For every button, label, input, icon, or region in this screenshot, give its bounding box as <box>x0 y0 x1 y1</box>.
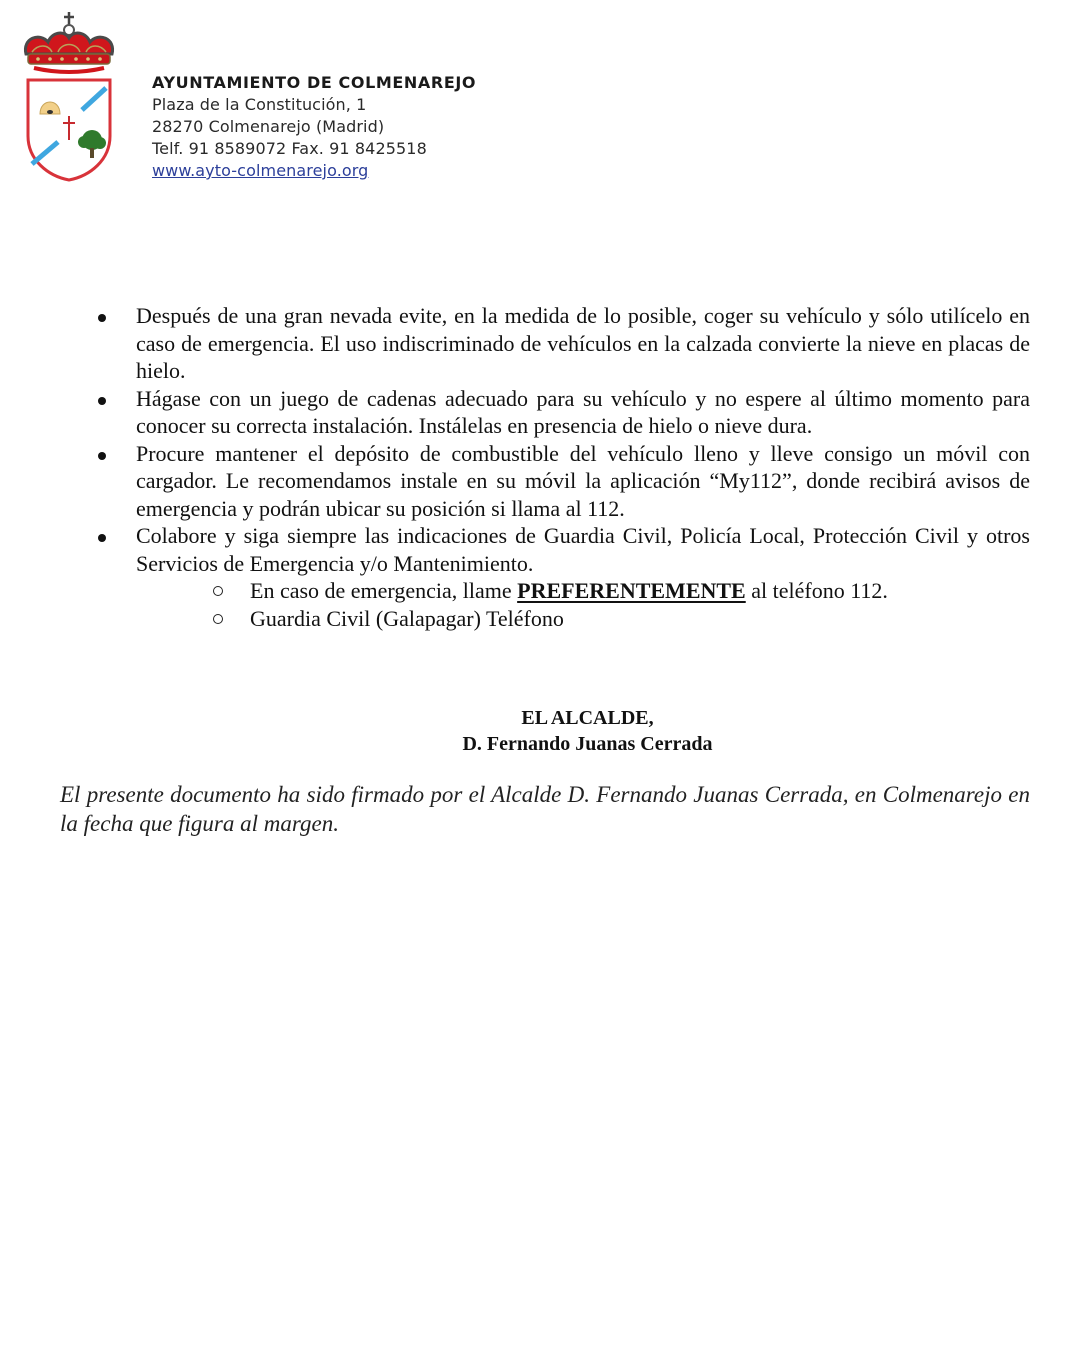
website-link[interactable]: www.ayto-colmenarejo.org <box>152 161 369 180</box>
letterhead <box>18 8 538 193</box>
crown-icon <box>25 12 112 72</box>
signature-name: D. Fernando Juanas Cerrada <box>462 733 713 755</box>
sub-item-text-before: En caso de emergencia, llame <box>250 578 518 603</box>
signature-block <box>0 705 1080 757</box>
list-item-text: Procure mantener el depósito de combustible del vehículo lleno y lleve consigo un móvil con cargador. Le recomendamos instale en su móvil la aplicación “My112”, donde recibirá avisos de emergencia y podrán ubicar su posición si llama al 112. <box>136 440 1030 521</box>
signed-document-note: El presente documento ha sido firmado por el Alcalde D. Fernando Juanas Cerrada, en Colmenarejo en la fecha que figura al margen. <box>60 782 1030 836</box>
sub-item-text-after: al teléfono 112. <box>745 578 888 603</box>
list-item <box>60 302 1030 385</box>
bullet-icon <box>98 452 106 460</box>
sub-list-item <box>60 577 1030 605</box>
circle-bullet-icon <box>213 614 223 624</box>
circle-bullet-icon <box>213 586 223 596</box>
list-item <box>60 440 1030 523</box>
organization-info <box>152 72 476 182</box>
list-item-text: Después de una gran nevada evite, en la medida de lo posible, coger su vehículo y sólo utilícelo en caso de emergencia. El uso indiscriminado de vehículos en la calzada convierte la nieve en placas de hielo. <box>136 303 1030 383</box>
bullet-icon <box>98 534 106 542</box>
list-item <box>60 522 1030 577</box>
signature-title: EL ALCALDE, <box>521 707 654 729</box>
emphasis-text: PREFERENTEMENTE <box>517 578 746 603</box>
address-line: Plaza de la Constitución, 1 <box>152 95 367 114</box>
bullet-icon <box>98 397 106 405</box>
organization-name: AYUNTAMIENTO DE COLMENAREJO <box>152 73 477 92</box>
recommendations-list <box>60 302 1030 577</box>
list-item <box>60 385 1030 440</box>
bullet-icon <box>98 314 106 322</box>
emergency-contacts-list <box>60 577 1030 632</box>
list-item-text: Hágase con un juego de cadenas adecuado para su vehículo y no espere al último momento para conocer su correcta instalación. Instálelas en presencia de hielo o nieve dura. <box>136 385 1030 438</box>
sub-list-item <box>60 605 1030 633</box>
recommendations-section <box>60 302 1030 632</box>
city-line: 28270 Colmenarejo (Madrid) <box>152 117 385 136</box>
phone-fax-line: Telf. 91 8589072 Fax. 91 8425518 <box>152 139 427 158</box>
coat-of-arms-icon <box>18 8 120 188</box>
shield-icon <box>28 80 110 180</box>
sub-item-text: Guardia Civil (Galapagar) Teléfono <box>250 605 564 631</box>
list-item-text: Colabore y siga siempre las indicaciones de Guardia Civil, Policía Local, Protección Civil y otros Servicios de Emergencia y/o Mantenimiento. <box>136 523 1030 576</box>
